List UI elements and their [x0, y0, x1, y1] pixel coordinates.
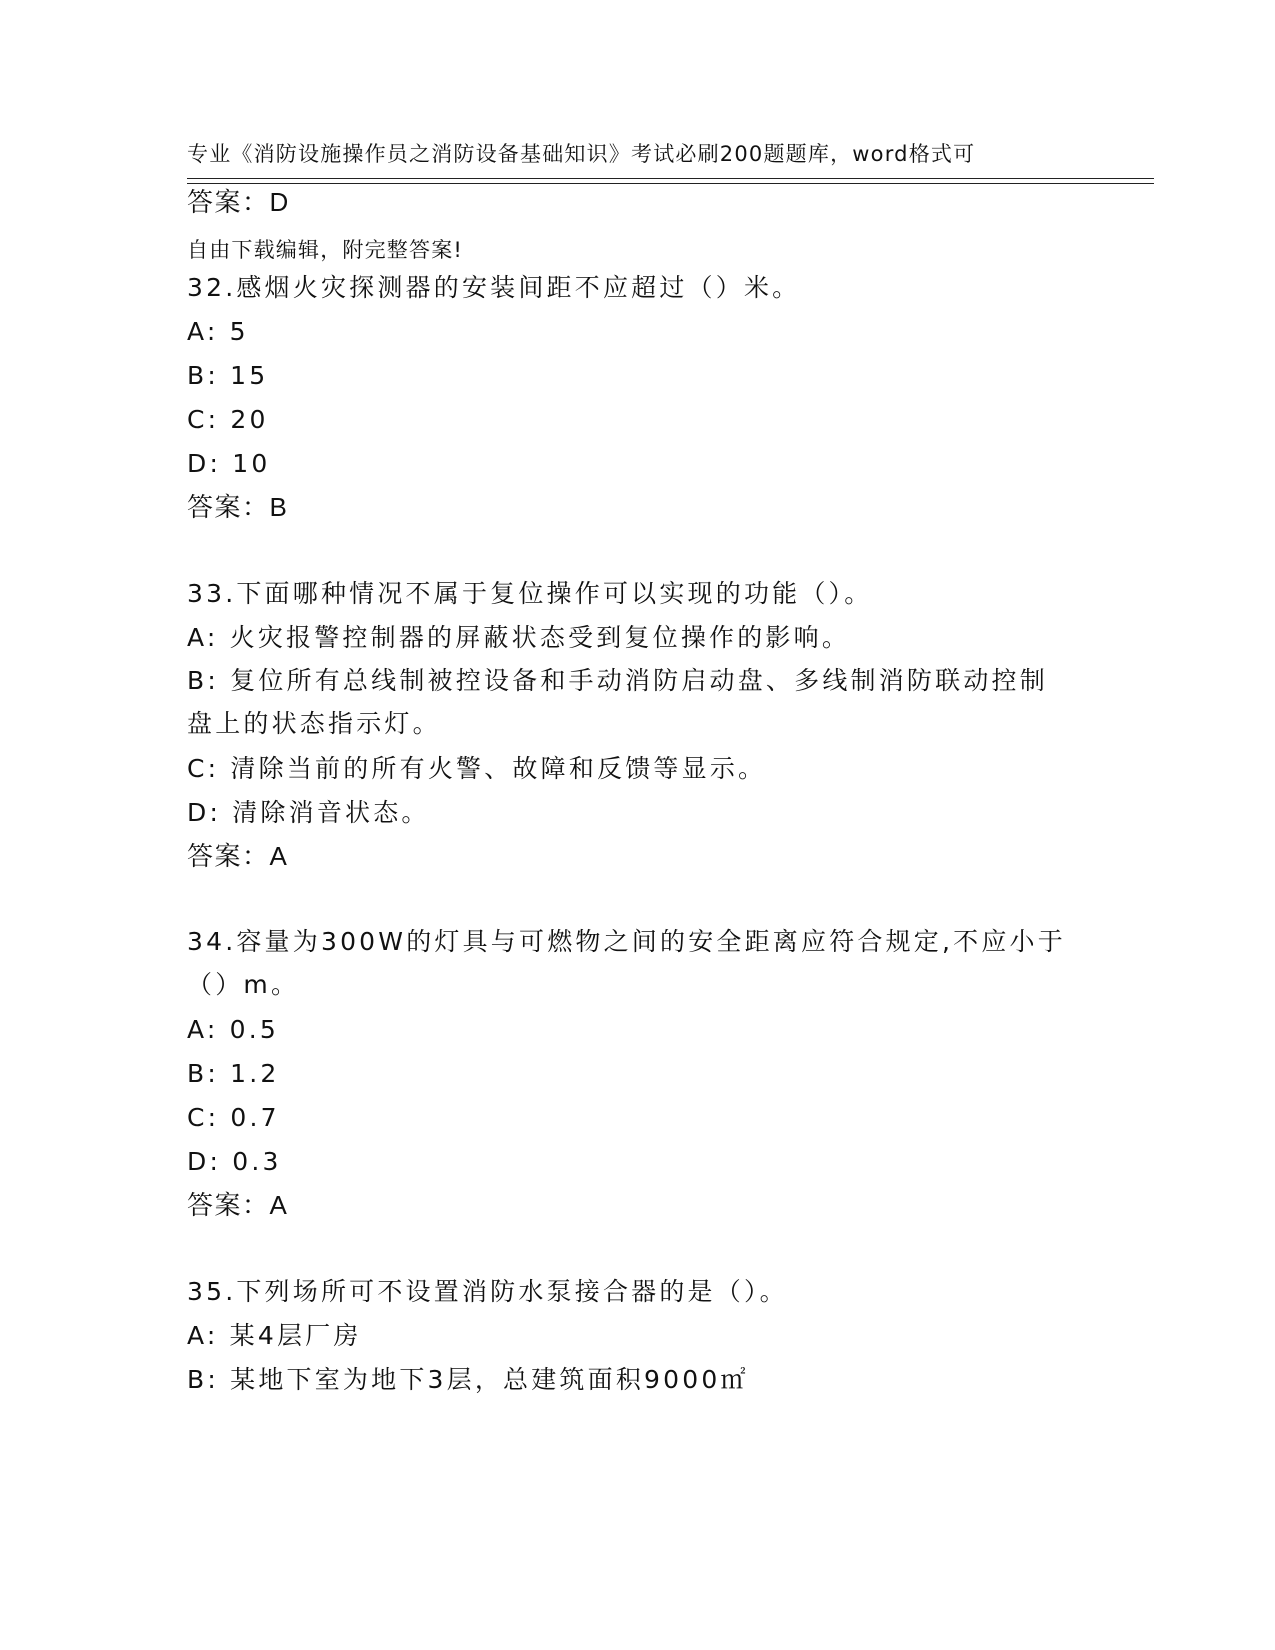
question-32-answer: 答案：B [187, 492, 289, 522]
header-rule-bottom [187, 183, 1154, 184]
question-33-option-d: D: 清除消音状态。 [187, 798, 430, 827]
question-33-option-a: A: 火灾报警控制器的屏蔽状态受到复位操作的影响。 [187, 623, 851, 652]
question-32-option-c: C: 20 [187, 405, 269, 434]
question-35-stem: 35.下列场所可不设置消防水泵接合器的是（）。 [187, 1277, 788, 1306]
question-34-option-d: D: 0.3 [187, 1147, 282, 1176]
header-rule-top [187, 178, 1154, 179]
question-33-option-c: C: 清除当前的所有火警、故障和反馈等显示。 [187, 754, 767, 783]
question-34-option-a: A: 0.5 [187, 1015, 279, 1044]
question-33-answer: 答案：A [187, 841, 289, 871]
question-33-option-b: B: 复位所有总线制被控设备和手动消防启动盘、多线制消防联动控制盘上的状态指示灯。 [187, 666, 1048, 738]
question-33-stem: 33.下面哪种情况不属于复位操作可以实现的功能（）。 [187, 579, 873, 608]
question-32-option-a: A: 5 [187, 317, 249, 346]
question-32-option-b: B: 15 [187, 361, 269, 390]
header-line-2: 自由下载编辑，附完整答案! [187, 238, 464, 262]
question-34-stem: 34.容量为300W的灯具与可燃物之间的安全距离应符合规定,不应小于（）m。 [187, 927, 1066, 999]
question-34-option-b: B: 1.2 [187, 1059, 280, 1088]
header-line-1: 专业《消防设施操作员之消防设备基础知识》考试必刷200题题库，word格式可 [187, 142, 976, 166]
question-35-option-b: B: 某地下室为地下3层，总建筑面积9000㎡ [187, 1365, 749, 1394]
question-34-answer: 答案：A [187, 1190, 289, 1220]
question-35-option-a: A: 某4层厂房 [187, 1321, 362, 1350]
question-32-stem: 32.感烟火灾探测器的安装间距不应超过（）米。 [187, 273, 801, 302]
question-32-option-d: D: 10 [187, 449, 271, 478]
question-34-option-c: C: 0.7 [187, 1103, 280, 1132]
previous-answer: 答案：D [187, 187, 290, 217]
